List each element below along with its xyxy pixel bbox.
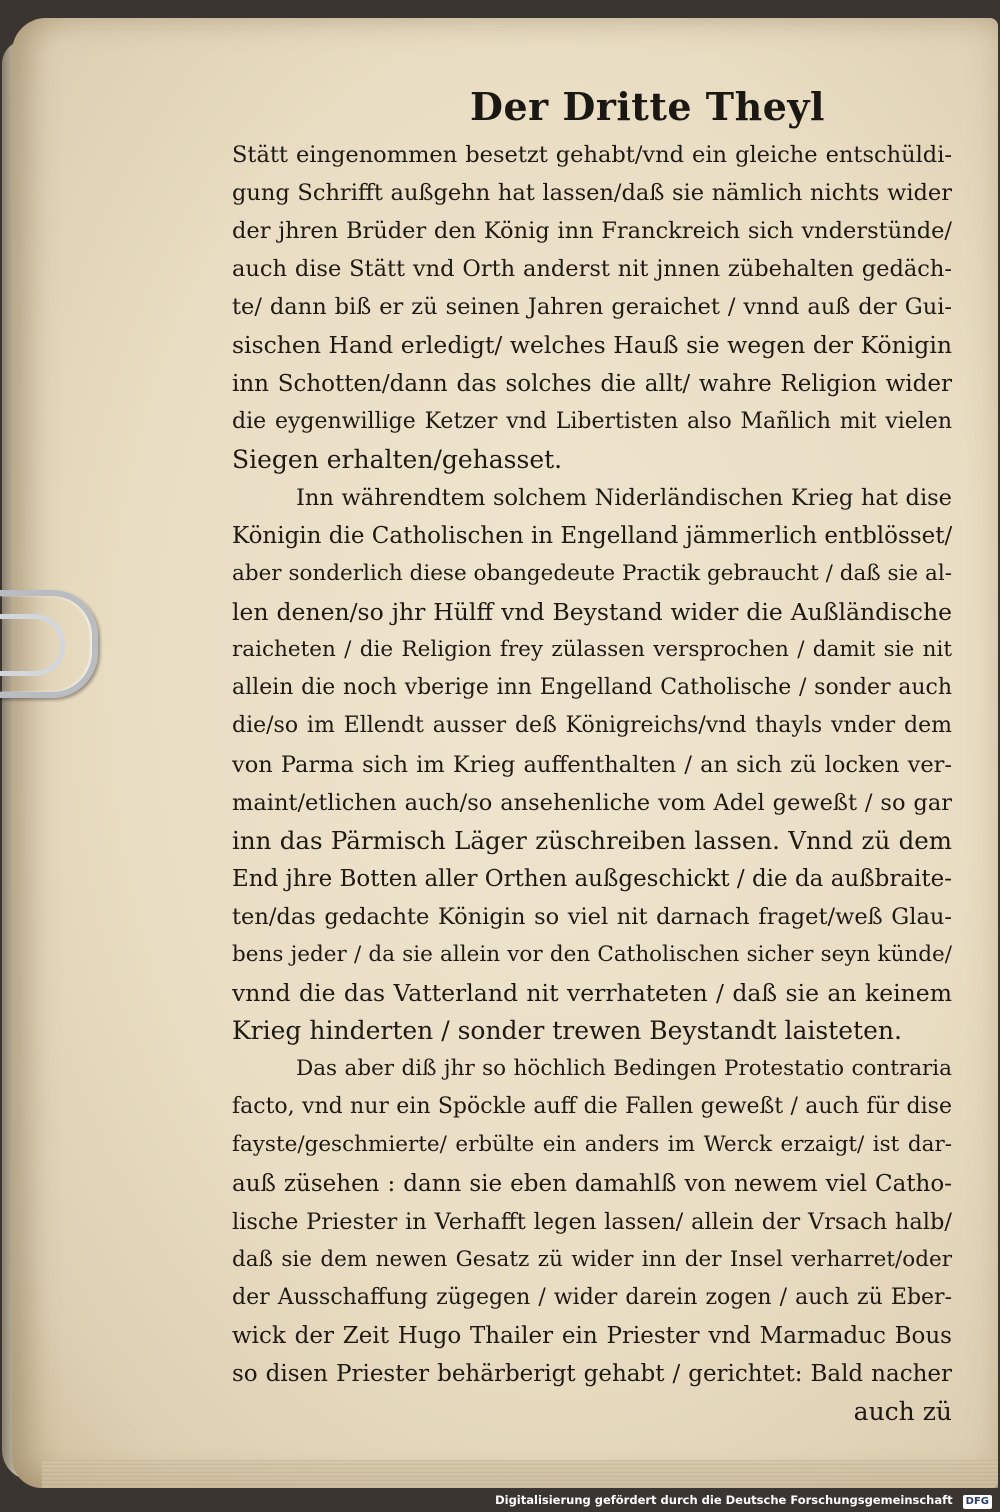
- text-line: Königin die Catholischen in Engelland jämmerlich entblösset/: [232, 522, 953, 549]
- text-line: allein die noch vberige inn Engelland Catholische / sonder auch: [232, 675, 952, 701]
- text-line: len denen/so jhr Hülff vnd Beystand wider die Außländische: [232, 598, 952, 627]
- text-line: End jhre Botten aller Orthen außgeschickt / die da außbraite-: [232, 865, 953, 892]
- text-line: lische Priester in Verhafft legen lassen/ allein der Vrsach halb/: [232, 1208, 952, 1235]
- dfg-logo: DFG: [963, 1495, 992, 1509]
- text-line: maint/etlichen auch/so ansehenliche vom Adel geweßt / so gar: [232, 789, 952, 816]
- text-line: der Ausschaffung zügegen / wider darein zogen / auch zü Eber-: [232, 1284, 952, 1310]
- paperclip-icon: [0, 590, 98, 698]
- text-line: ten/das gedachte Königin so viel nit darnach fraget/weß Glau-: [232, 903, 952, 930]
- text-line: sischen Hand erledigt/ welches Hauß sie wegen der Königin: [232, 331, 952, 360]
- running-header: Der Dritte Theyl: [470, 84, 825, 129]
- text-line: die/so im Ellendt ausser deß Königreichs/vnd thayls vnder dem: [232, 713, 952, 739]
- text-line: Das aber diß jhr so höchlich Bedingen Protestatio contraria: [296, 1056, 952, 1082]
- text-line: von Parma sich im Krieg auffenthalten / an sich zü locken ver-: [232, 751, 952, 778]
- text-line: daß sie dem newen Gesatz zü wider inn der Insel verharret/oder: [232, 1246, 952, 1272]
- catchword: auch zü: [853, 1397, 952, 1427]
- page-bottom-edge: [42, 1460, 998, 1488]
- text-line: wick der Zeit Hugo Thailer ein Priester vnd Marmaduc Bous: [232, 1322, 952, 1349]
- text-line: Krieg hinderten / sonder trewen Beystandt laisteten.: [232, 1016, 902, 1046]
- text-line: Stätt eingenommen besetzt gehabt/vnd ein gleiche entschüldi-: [232, 142, 952, 168]
- text-line: vnnd die das Vatterland nit verrhateten / daß sie an keinem: [232, 979, 952, 1008]
- text-line: Siegen erhalten/gehasset.: [232, 444, 563, 474]
- digitization-credit: [495, 1490, 992, 1510]
- text-line: Inn währendtem solchem Niderländischen Krieg hat dise: [296, 484, 952, 511]
- text-line: te/ dann biß er zü seinen Jahren geraichet / vnnd auß der Gui-: [232, 294, 952, 321]
- credit-text: Digitalisierung gefördert durch die Deutsche Forschungsgemeinschaft: [495, 1493, 953, 1507]
- body-text: [232, 136, 952, 1431]
- text-line: aber sonderlich diese obangedeute Practik gebraucht / daß sie al-: [232, 561, 952, 587]
- text-line: inn Schotten/dann das solches die allt/ wahre Religion wider: [232, 370, 952, 397]
- text-line: raicheten / die Religion frey zülassen versprochen / damit sie nit: [232, 637, 952, 663]
- text-line: auch dise Stätt vnd Orth anderst nit jnnen zübehalten gedäch-: [232, 256, 952, 283]
- text-line: facto, vnd nur ein Spöckle auff die Fallen geweßt / auch für dise: [232, 1094, 952, 1120]
- text-line: inn das Pärmisch Läger züschreiben lassen. Vnnd zü dem: [232, 825, 952, 855]
- text-line: die eygenwillige Ketzer vnd Libertisten also Mañlich mit vielen: [232, 408, 952, 434]
- text-line: der jhren Brüder den König inn Franckreich sich vnderstünde/: [232, 218, 952, 245]
- text-line: so disen Priester behärberigt gehabt / gerichtet: Bald nacher: [232, 1361, 952, 1387]
- text-line: auß züsehen : dann sie eben damahlß von newem viel Catho-: [232, 1170, 952, 1197]
- text-line: fayste/geschmierte/ erbülte ein anders im Werck erzaigt/ ist dar-: [232, 1132, 952, 1158]
- text-line: bens jeder / da sie allein vor den Catholischen sicher seyn künde/: [232, 941, 952, 967]
- text-line: gung Schrifft außgehn hat lassen/daß sie nämlich nichts wider: [232, 180, 952, 207]
